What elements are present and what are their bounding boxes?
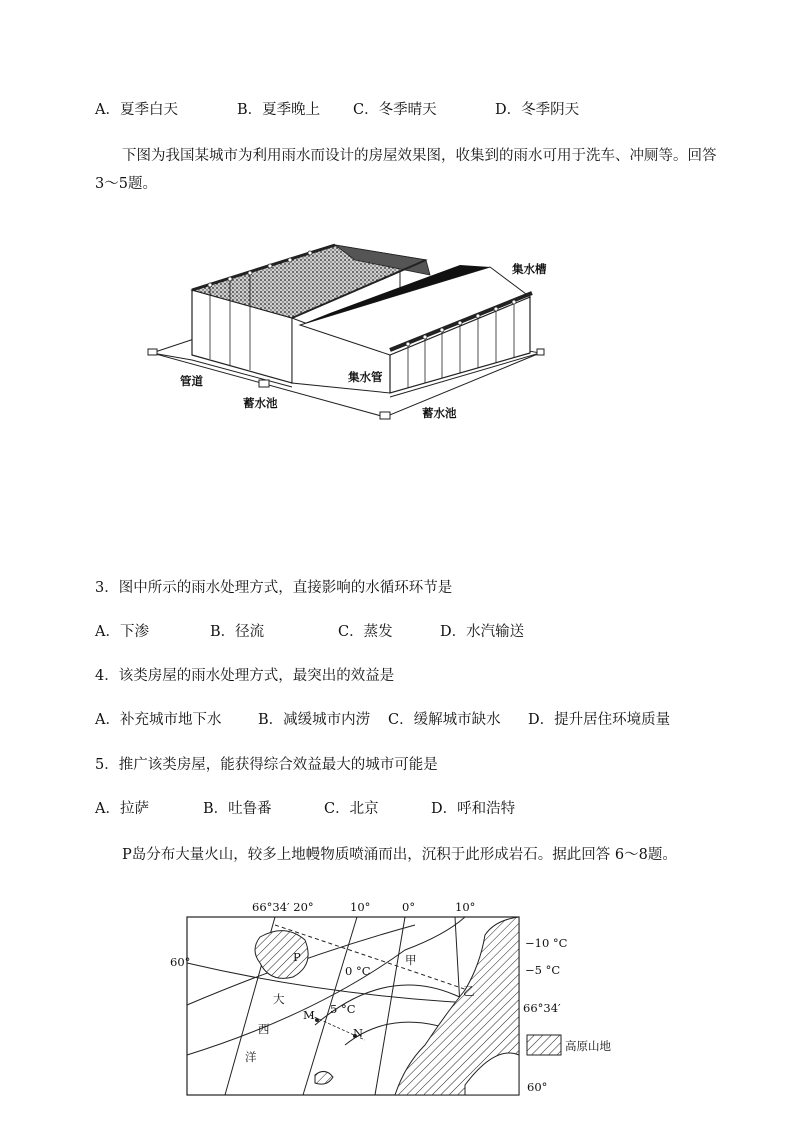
- q3-option-b: B．径流: [210, 624, 265, 640]
- label-collect-pipe: 集水管: [348, 370, 383, 384]
- label-arctic-right: 66°34′: [523, 1001, 561, 1015]
- q2-option-d: D．冬季阴天: [495, 102, 580, 118]
- q3-option-d: D．水汽输送: [440, 624, 525, 640]
- q5-option-c: C．北京: [324, 801, 379, 817]
- label-tank-left: 蓄水池: [243, 396, 278, 410]
- q3-option-c: C．蒸发: [338, 624, 393, 640]
- q5-option-b: B．吐鲁番: [203, 801, 272, 817]
- tank-right: [380, 412, 390, 419]
- label-tank-right: 蓄水池: [422, 406, 457, 420]
- label-ocean-1: 大: [273, 992, 285, 1006]
- q4-option-d: D．提升居住环境质量: [528, 712, 671, 728]
- label-top-lon2: 10°: [350, 900, 371, 914]
- label-point-m: M: [303, 1008, 315, 1022]
- q5-stem: 5．推广该类房屋，能获得综合效益最大的城市可能是: [95, 757, 438, 773]
- q4-stem: 4．该类房屋的雨水处理方式，最突出的效益是: [95, 668, 395, 684]
- intro2-text: P岛分布大量火山，较多上地幔物质喷涌而出，沉积于此形成岩石。据此回答 6～8题。: [122, 847, 677, 863]
- tank-left-small: [148, 349, 157, 355]
- label-gutter: 集水槽: [512, 262, 547, 276]
- q4-option-a: A．补充城市地下水: [95, 712, 222, 728]
- label-iso-5: 5 °C: [330, 1002, 356, 1016]
- figure-map: [165, 895, 635, 1100]
- rain-house-drawing: [140, 235, 580, 425]
- q3-stem: 3．图中所示的雨水处理方式，直接影响的水循环环节是: [95, 580, 453, 596]
- label-lat60-left: 60°: [170, 955, 191, 969]
- q2-option-a: A．夏季白天: [95, 102, 178, 118]
- q3-option-a: A．下渗: [95, 624, 149, 640]
- tank-center: [259, 380, 269, 387]
- q5-option-a: A．拉萨: [95, 801, 149, 817]
- label-iso-0: 0 °C: [345, 964, 371, 978]
- legend-swatch: [527, 1035, 561, 1055]
- intro1-line1: 下图为我国某城市为利用雨水而设计的房屋效果图，收集到的雨水可用于洗车、冲厕等。回答: [122, 148, 717, 164]
- q2-option-b: B．夏季晚上: [237, 102, 321, 118]
- label-top-lon4: 10°: [455, 900, 476, 914]
- intro1-line2: 3～5题。: [95, 176, 157, 192]
- label-yi: 乙: [463, 984, 475, 998]
- label-iso-m5: −5 °C: [525, 963, 561, 977]
- label-top-lon1: 66°34′ 20°: [252, 900, 314, 914]
- label-island-p: P: [293, 950, 301, 964]
- q4-option-c: C．缓解城市缺水: [388, 712, 501, 728]
- label-lat60-right: 60°: [527, 1080, 548, 1094]
- label-ocean-2: 西: [258, 1022, 270, 1036]
- figure-rain-house: [140, 235, 580, 425]
- q2-option-c: C．冬季晴天: [353, 102, 437, 118]
- label-jia: 甲: [405, 953, 417, 967]
- label-point-n: N: [353, 1026, 364, 1040]
- label-top-lon3: 0°: [402, 900, 416, 914]
- q4-option-b: B．减缓城市内涝: [258, 712, 371, 728]
- q5-option-d: D．呼和浩特: [431, 801, 516, 817]
- label-legend: 高原山地: [565, 1039, 611, 1053]
- map-drawing: [165, 895, 635, 1100]
- label-iso-m10: −10 °C: [525, 936, 568, 950]
- label-pipeline: 管道: [180, 374, 203, 388]
- label-ocean-3: 洋: [245, 1050, 257, 1064]
